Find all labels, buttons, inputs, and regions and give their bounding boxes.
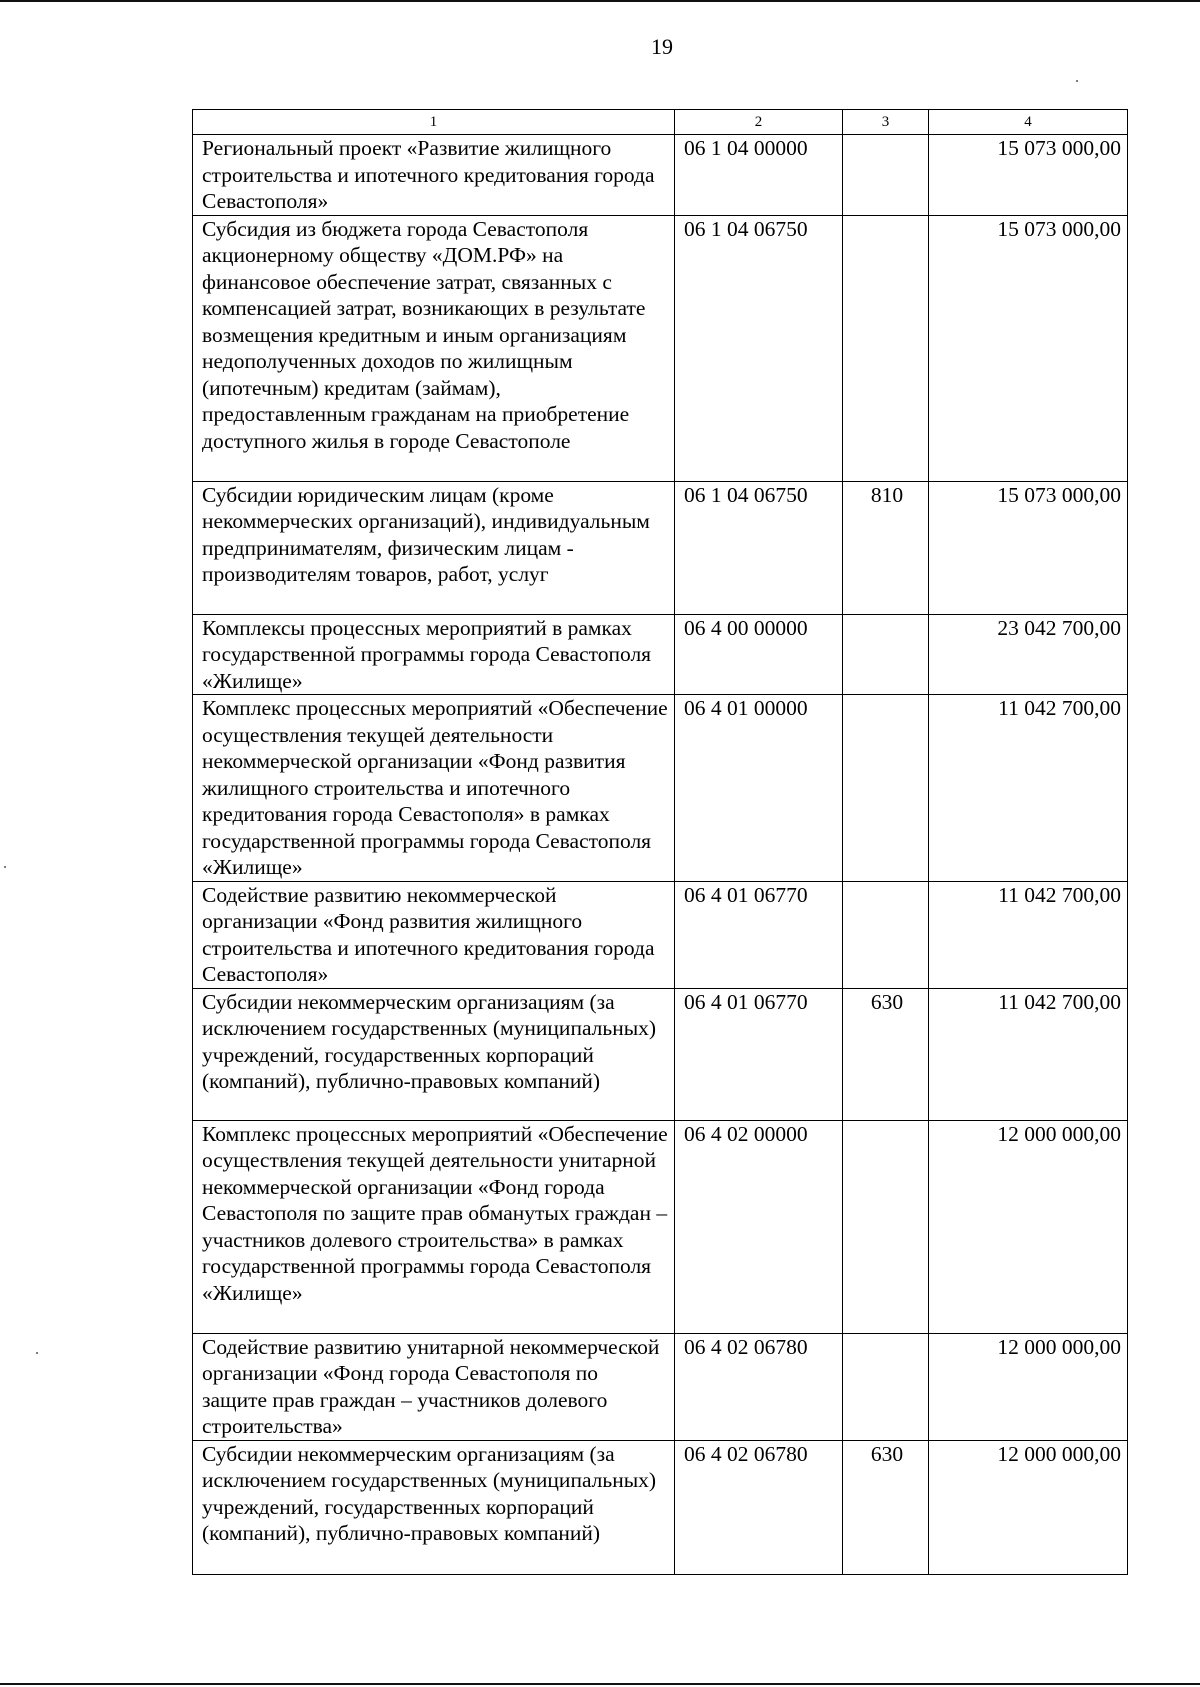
table-row [193, 135, 1128, 216]
scan-top-edge [0, 0, 1200, 2]
scan-speck [4, 866, 6, 868]
row-expense-type [843, 1333, 929, 1440]
row-name: Комплекс процессных мероприятий «Обеспечение осуществления текущей деятельности некоммерческой организации «Фонд развития жилищного строительства и ипотечного кредитования города Севастополя» в рамках государственной программы города Севастополя «Жилище» [193, 695, 675, 882]
table-row [193, 481, 1128, 614]
row-amount: 12 000 000,00 [929, 1440, 1128, 1574]
table-row [193, 1333, 1128, 1440]
header-cell-4: 4 [929, 110, 1128, 135]
row-name: Содействие развитию некоммерческой организации «Фонд развития жилищного строительства и ипотечного кредитования города Севастополя» [193, 881, 675, 988]
row-target-code: 06 1 04 06750 [675, 481, 843, 614]
row-name: Субсидии некоммерческим организациям (за исключением государственных (муниципальных) учреждений, государственных корпораций (компаний), публично-правовых компаний) [193, 1440, 675, 1574]
row-expense-type [843, 695, 929, 882]
row-target-code: 06 1 04 00000 [675, 135, 843, 216]
table-row [193, 1440, 1128, 1574]
row-target-code: 06 4 01 06770 [675, 988, 843, 1120]
table-row [193, 695, 1128, 882]
row-target-code: 06 4 02 06780 [675, 1440, 843, 1574]
row-amount: 11 042 700,00 [929, 695, 1128, 882]
row-target-code: 06 1 04 06750 [675, 215, 843, 481]
row-target-code: 06 4 00 00000 [675, 614, 843, 695]
row-name: Субсидии юридическим лицам (кроме некоммерческих организаций), индивидуальным предпринимателям, физическим лицам - производителям товаров, работ, услуг [193, 481, 675, 614]
header-cell-3: 3 [843, 110, 929, 135]
table-header-row [193, 110, 1128, 135]
scan-speck [36, 1352, 38, 1354]
row-target-code: 06 4 01 06770 [675, 881, 843, 988]
table-row [193, 881, 1128, 988]
row-expense-type: 630 [843, 1440, 929, 1574]
row-amount: 15 073 000,00 [929, 481, 1128, 614]
row-amount: 23 042 700,00 [929, 614, 1128, 695]
row-name: Субсидии некоммерческим организациям (за исключением государственных (муниципальных) учреждений, государственных корпораций (компаний), публично-правовых компаний) [193, 988, 675, 1120]
row-amount: 15 073 000,00 [929, 215, 1128, 481]
header-cell-2: 2 [675, 110, 843, 135]
row-expense-type [843, 135, 929, 216]
row-expense-type [843, 881, 929, 988]
scan-speck [1076, 80, 1078, 82]
row-expense-type: 630 [843, 988, 929, 1120]
row-expense-type [843, 614, 929, 695]
table-row [193, 1120, 1128, 1333]
row-target-code: 06 4 02 06780 [675, 1333, 843, 1440]
row-target-code: 06 4 02 00000 [675, 1120, 843, 1333]
row-expense-type: 810 [843, 481, 929, 614]
row-expense-type [843, 215, 929, 481]
table-row [193, 988, 1128, 1120]
table-row [193, 215, 1128, 481]
header-cell-1: 1 [193, 110, 675, 135]
table-row [193, 614, 1128, 695]
budget-table [192, 109, 1128, 1575]
row-amount: 12 000 000,00 [929, 1333, 1128, 1440]
scan-bottom-edge [0, 1683, 1200, 1685]
row-amount: 12 000 000,00 [929, 1120, 1128, 1333]
row-name: Комплекс процессных мероприятий «Обеспечение осуществления текущей деятельности унитарной некоммерческой организации «Фонд города Севастополя по защите прав обманутых граждан – участников долевого строительства» в рамках государственной программы города Севастополя «Жилище» [193, 1120, 675, 1333]
row-amount: 11 042 700,00 [929, 881, 1128, 988]
page-number: 19 [651, 34, 673, 59]
row-name: Региональный проект «Развитие жилищного строительства и ипотечного кредитования города Севастополя» [193, 135, 675, 216]
row-amount: 11 042 700,00 [929, 988, 1128, 1120]
row-name: Комплексы процессных мероприятий в рамках государственной программы города Севастополя «Жилище» [193, 614, 675, 695]
row-amount: 15 073 000,00 [929, 135, 1128, 216]
row-expense-type [843, 1120, 929, 1333]
row-name: Содействие развитию унитарной некоммерческой организации «Фонд города Севастополя по защите прав граждан – участников долевого строительства» [193, 1333, 675, 1440]
row-target-code: 06 4 01 00000 [675, 695, 843, 882]
row-name: Субсидия из бюджета города Севастополя акционерному обществу «ДОМ.РФ» на финансовое обеспечение затрат, связанных с компенсацией затрат, возникающих в результате возмещения кредитным и иным организациям недополученных доходов по жилищным (ипотечным) кредитам (займам), предоставленным гражданам на приобретение доступного жилья в городе Севастополе [193, 215, 675, 481]
